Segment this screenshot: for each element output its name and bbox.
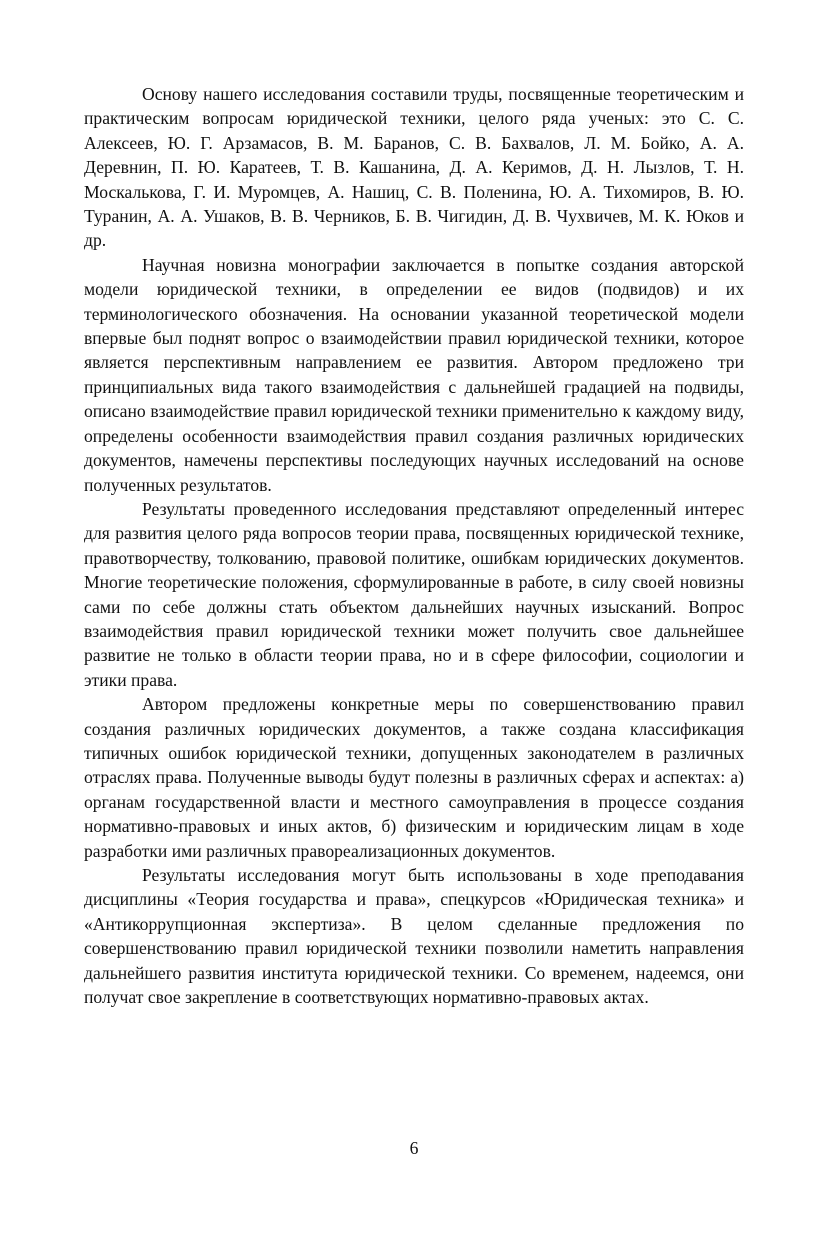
paragraph-results: Результаты проведенного исследования представляют определенный интерес для развития целого ряда вопросов теории права, посвященных юридической технике, правотворчеству, толкованию, правовой политике, ошибкам юридических документов. Многие теоретические положения, сформулированные в работе, в силу своей новизны сами по себе должны стать объектом дальнейших научных изысканий. Вопрос взаимодействия правил юридической техники может получить свое дальнейшее развитие не только в области теории права, но и в сфере философии, социологии и этики права. bbox=[84, 498, 744, 690]
document-body bbox=[84, 82, 744, 1009]
paragraph-sources: Основу нашего исследования составили труды, посвященные теоретическим и практическим вопросам юридической техники, целого ряда ученых: это С. С. Алексеев, Ю. Г. Арзамасов, В. М. Баранов, С. В. Бахвалов, Л. М. Бойко, А. А. Деревнин, П. Ю. Каратеев, Т. В. Кашанина, Д. А. Керимов, Д. Н. Лызлов, Т. Н. Москалькова, Г. И. Муромцев, А. Нашиц, С. В. Поленина, Ю. А. Тихомиров, В. Ю. Туранин, А. А. Ушаков, В. В. Черников, Б. В. Чигидин, Д. В. Чухвичев, М. К. Юков и др. bbox=[84, 84, 744, 251]
page-number: 6 bbox=[409, 1138, 419, 1158]
paragraph-novelty: Научная новизна монографии заключается в попытке создания авторской модели юридической техники, в определении ее видов (подвидов) и их терминологического обозначения. На основании указанной теоретической модели впервые был поднят вопрос о взаимодействии правил юридической техники, которое является перспективным направлением ее развития. Автором предложено три принципиальных вида такого взаимодействия с дальнейшей градацией на подвиды, описано взаимодействие правил юридической техники применительно к каждому виду, определены особенности взаимодействия правил создания различных юридических документов, намечены перспективы последующих научных исследований на основе полученных результатов. bbox=[84, 254, 744, 495]
paragraph-proposals: Автором предложены конкретные меры по совершенствованию правил создания различных юридических документов, а также создана классификация типичных ошибок юридической техники, допущенных законодателем в различных отраслях права. Полученные выводы будут полезны в различных сферах и аспектах: а) органам государственной власти и местного самоуправления в процессе создания нормативно-правовых и иных актов, б) физическим и юридическим лицам в ходе разработки ими различных правореализационных документов. bbox=[84, 694, 744, 861]
paragraph-usage: Результаты исследования могут быть использованы в ходе преподавания дисциплины «Теория государства и права», спецкурсов «Юридическая техника» и «Антикоррупционная экспертиза». В целом сделанные предложения по совершенствованию правил юридической техники позволили наметить направления дальнейшего развития института юридической техники. Со временем, надеемся, они получат свое закрепление в соответствующих нормативно-правовых актах. bbox=[84, 865, 744, 1008]
